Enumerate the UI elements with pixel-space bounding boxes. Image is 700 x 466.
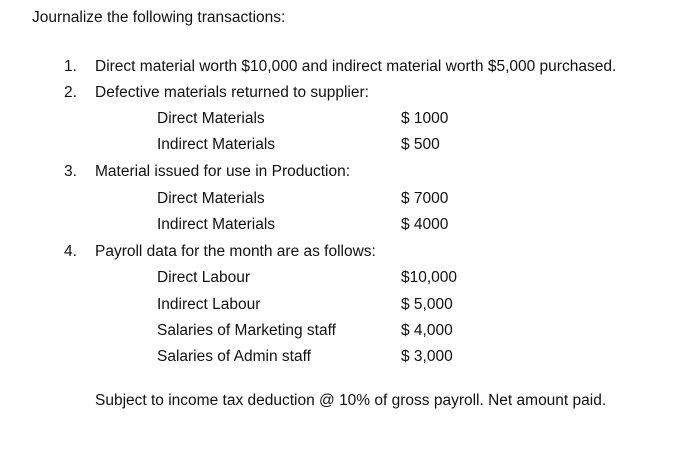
item-4-line-amount: $ 3,000 <box>401 348 453 365</box>
item-3-line-label: Direct Materials <box>157 190 265 207</box>
item-number-4: 4. <box>64 243 77 260</box>
item-text-3: Material issued for use in Production: <box>95 163 351 180</box>
item-3-line-label: Indirect Materials <box>157 216 276 233</box>
item-4-line-amount: $10,000 <box>401 269 458 286</box>
item-2-line-label: Direct Materials <box>157 110 265 127</box>
page-title: Journalize the following transactions: <box>32 9 286 26</box>
item-4-line-label: Salaries of Admin staff <box>157 348 311 365</box>
tax-note: Subject to income tax deduction @ 10% of gross payroll. Net amount paid. <box>95 392 607 409</box>
item-4-line-label: Salaries of Marketing staff <box>157 322 336 339</box>
item-4-line-amount: $ 5,000 <box>401 296 453 313</box>
item-text-1: Direct material worth $10,000 and indirect material worth $5,000 purchased. <box>95 58 617 75</box>
item-3-line-amount: $ 7000 <box>401 190 449 207</box>
item-2-line-label: Indirect Materials <box>157 136 276 153</box>
item-3-line-amount: $ 4000 <box>401 216 449 233</box>
item-2-line-amount: $ 500 <box>401 136 440 153</box>
item-text-2: Defective materials returned to supplier: <box>95 84 369 101</box>
item-2-line-amount: $ 1000 <box>401 110 449 127</box>
item-4-line-amount: $ 4,000 <box>401 322 453 339</box>
item-4-line-label: Direct Labour <box>157 269 251 286</box>
item-number-1: 1. <box>64 58 77 75</box>
item-number-3: 3. <box>64 163 77 180</box>
item-text-4: Payroll data for the month are as follows: <box>95 243 376 260</box>
item-4-line-label: Indirect Labour <box>157 296 261 313</box>
item-number-2: 2. <box>64 84 77 101</box>
